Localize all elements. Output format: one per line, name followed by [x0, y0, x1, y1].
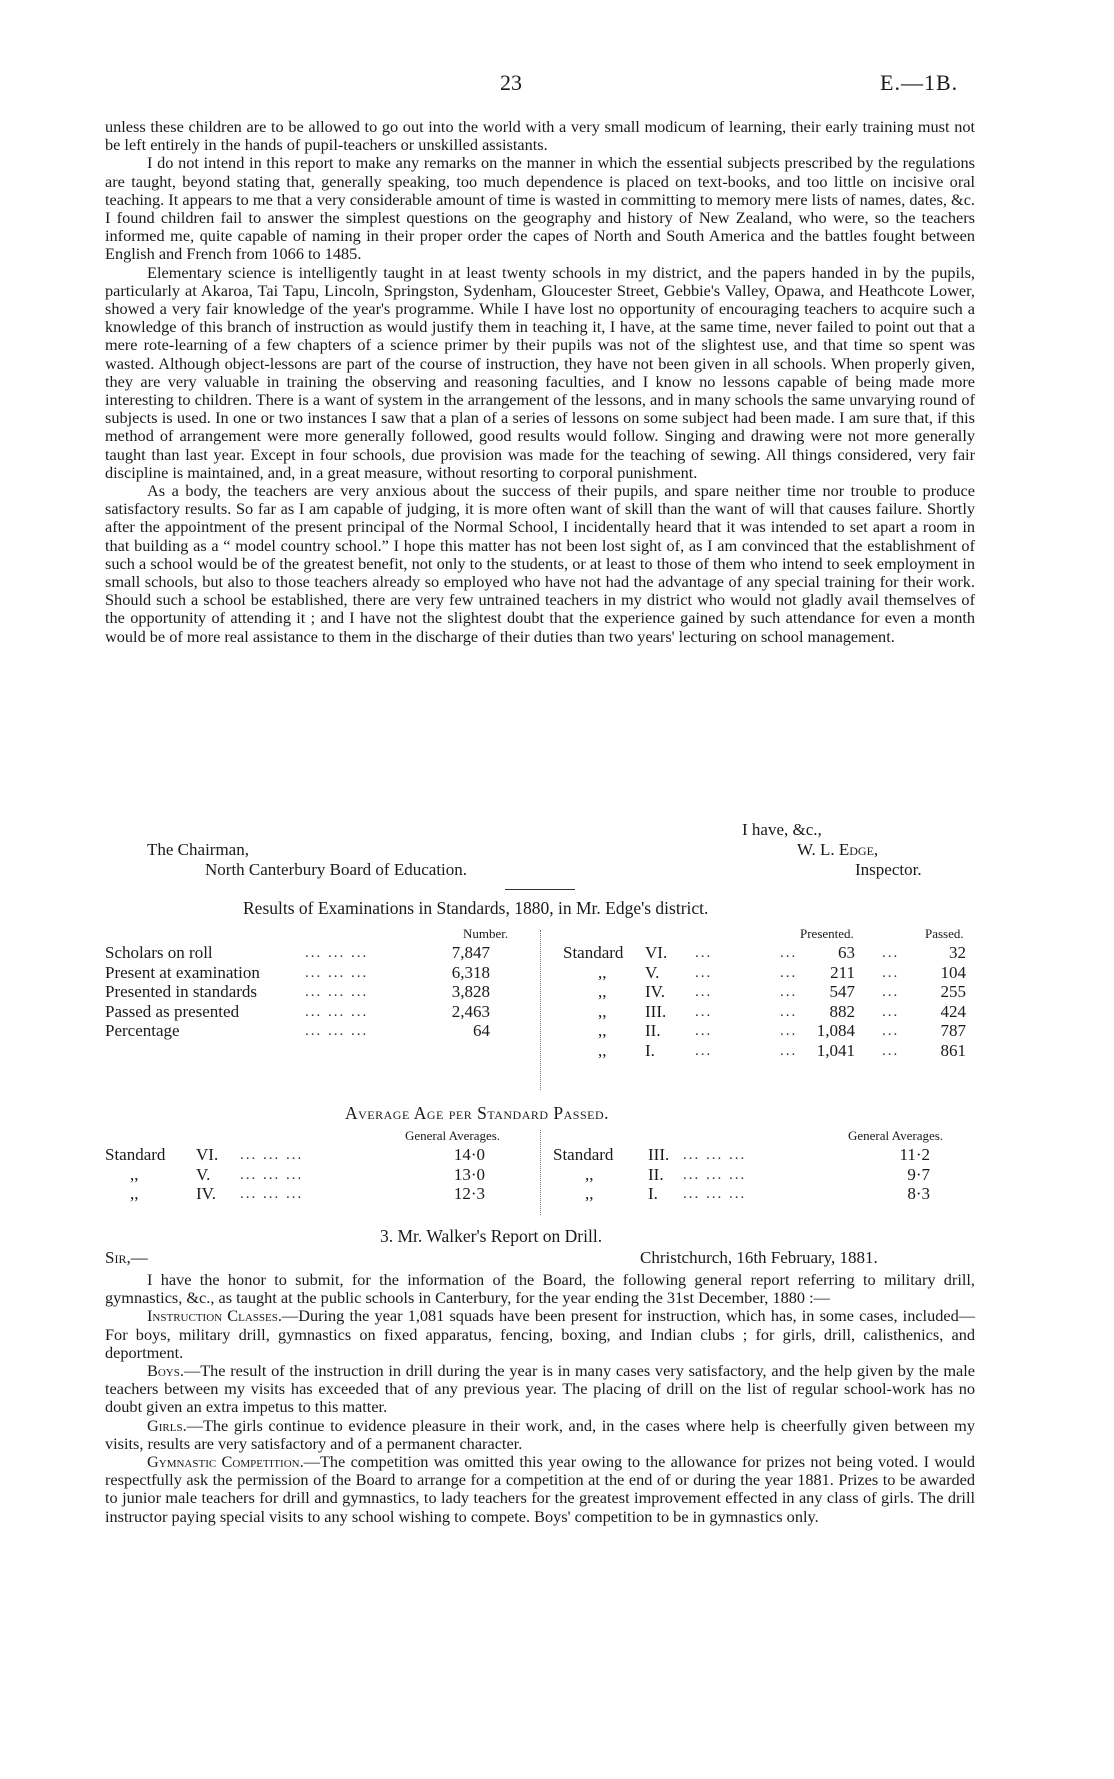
- table-divider: [540, 1130, 541, 1215]
- standard-prefix: ,,: [598, 962, 607, 982]
- passed-value: 32: [949, 943, 966, 962]
- section-head: Girls.: [147, 1415, 187, 1435]
- passed-value: 424: [940, 1001, 966, 1021]
- standard-prefix: Standard: [563, 943, 624, 962]
- standard-prefix: ,,: [598, 1021, 607, 1040]
- standard-prefix: Standard: [105, 1145, 166, 1164]
- average-value: 12·3: [453, 1184, 485, 1203]
- addressee-line-2: North Canterbury Board of Education.: [205, 860, 468, 879]
- leader-dots: ...: [695, 964, 713, 981]
- intro-paragraph: I have the honor to submit, for the information of the Board, the following general report referring to military drill, gymnastics, &c., as taught at the public schools in Canterbury, for the year ending the 31st December, 1880 :—: [105, 1270, 975, 1308]
- section-head: Instruction Classes.: [147, 1306, 282, 1326]
- standard-label: II.: [645, 1021, 661, 1040]
- standard-prefix: ,,: [585, 1164, 594, 1184]
- leader-dots: ...: [780, 1023, 798, 1039]
- passed-column-header: Passed.: [925, 926, 964, 941]
- edge-report-body: [105, 118, 975, 646]
- passed-value: 255: [940, 982, 966, 1001]
- presented-value: 211: [830, 962, 855, 982]
- row-label: Scholars on roll: [105, 943, 213, 962]
- row-label: Passed as presented: [105, 1001, 240, 1021]
- presented-value: 547: [829, 982, 855, 1001]
- presented-column-header: Presented.: [800, 926, 854, 941]
- results-table-title: Results of Examinations in Standards, 1880, in Mr. Edge's district.: [243, 898, 709, 918]
- section-head: Gymnastic Competition.: [147, 1452, 304, 1472]
- inspector-title: Inspector.: [855, 860, 922, 879]
- standard-label: VI.: [645, 943, 668, 962]
- right-averages-header: General Averages.: [848, 1128, 944, 1143]
- standard-prefix: ,,: [598, 1001, 607, 1021]
- dateline: Christchurch, 16th February, 1881.: [640, 1248, 878, 1267]
- passed-value: 861: [940, 1040, 966, 1060]
- standard-label: IV.: [196, 1184, 216, 1203]
- leader-dots: ... ... ...: [305, 964, 369, 981]
- document-reference: E.—1B.: [880, 70, 959, 95]
- leader-dots: ...: [882, 945, 900, 961]
- left-averages-header: General Averages.: [405, 1128, 501, 1143]
- row-value: 64: [473, 1021, 490, 1040]
- drill-report-heading-text: 3. Mr. Walker's Report on Drill.: [380, 1226, 603, 1246]
- presented-value: 1,084: [816, 1021, 855, 1040]
- leader-dots: ...: [882, 984, 900, 1000]
- drill-report-body: [105, 1271, 975, 1526]
- standard-prefix: ,,: [585, 1184, 594, 1203]
- age-table-title: Average Age per Standard Passed.: [345, 1103, 610, 1123]
- section-head: Boys.: [147, 1361, 184, 1381]
- row-value: 7,847: [451, 943, 490, 962]
- leader-dots: ...: [695, 1003, 713, 1020]
- salutation: Sir,—: [105, 1248, 148, 1267]
- leader-dots: ...: [695, 984, 713, 1000]
- standard-prefix: ,,: [130, 1184, 139, 1203]
- row-value: 6,318: [451, 962, 490, 982]
- standard-prefix: ,,: [130, 1164, 139, 1184]
- passed-value: 787: [940, 1021, 966, 1040]
- leader-dots: ... ... ...: [305, 1023, 369, 1039]
- leader-dots: ... ... ...: [240, 1186, 304, 1202]
- standard-label: IV.: [645, 982, 665, 1001]
- leader-dots: ...: [695, 1042, 713, 1059]
- row-label: Percentage: [105, 1021, 180, 1040]
- addressee-line-1: The Chairman,: [147, 840, 249, 859]
- standard-label: I.: [648, 1184, 658, 1203]
- row-label: Presented in standards: [105, 982, 258, 1001]
- signature: W. L. Edge,: [797, 840, 879, 859]
- passed-value: 104: [940, 962, 966, 982]
- section-text: —The girls continue to evidence pleasure in their work, and, in the cases where help is cheerfully given between my visits, results are very satisfactory and of a permanent character.: [105, 1415, 975, 1453]
- page-number: 23: [500, 70, 522, 95]
- row-label: Present at examination: [105, 962, 260, 982]
- average-value: 14·0: [453, 1145, 485, 1164]
- standard-label: II.: [648, 1164, 664, 1184]
- leader-dots: ... ... ...: [305, 945, 369, 961]
- table-divider: [540, 930, 541, 1090]
- presented-value: 63: [838, 943, 855, 962]
- leader-dots: ...: [695, 1023, 713, 1039]
- standard-prefix: ,,: [598, 1040, 607, 1060]
- standard-label: V.: [645, 962, 660, 982]
- section-paragraph: [105, 1453, 975, 1526]
- leader-dots: ... ... ...: [305, 984, 369, 1000]
- average-value: 13·0: [453, 1164, 485, 1184]
- standard-label: III.: [648, 1145, 670, 1164]
- row-value: 3,828: [451, 982, 490, 1001]
- section-text: —The result of the instruction in drill during the year is in many cases very satisfactory, and the help given by the male teachers between my visits has exceeded that of any previous year. The placing of drill on the list of regular school-work has no doubt given an extra impetus to this matter.: [105, 1361, 975, 1417]
- divider-rule: [505, 889, 575, 890]
- standard-label: III.: [645, 1001, 667, 1021]
- section-text: —During the year 1,081 squads have been present for instruction, which has, in some cases, included—For boys, military drill, gymnastics on fixed apparatus, fencing, boxing, and Indian clubs ; for girls, drill, calisthenics, and deportment.: [105, 1306, 976, 1362]
- leader-dots: ...: [882, 964, 900, 981]
- average-value: 8·3: [907, 1184, 930, 1203]
- leader-dots: ... ... ...: [683, 1166, 747, 1183]
- average-value: 11·2: [899, 1145, 930, 1164]
- section-paragraph: [105, 1417, 975, 1453]
- leader-dots: ...: [780, 964, 798, 981]
- leader-dots: ...: [882, 1003, 900, 1020]
- leader-dots: ... ... ...: [240, 1147, 304, 1163]
- standard-label: I.: [645, 1040, 655, 1060]
- leader-dots: ... ... ...: [305, 1003, 369, 1020]
- leader-dots: ... ... ...: [683, 1147, 747, 1163]
- number-column-header: Number.: [463, 926, 509, 941]
- standard-prefix: Standard: [553, 1145, 614, 1164]
- standard-label: V.: [196, 1164, 211, 1184]
- section-paragraph: [105, 1362, 975, 1417]
- leader-dots: ...: [780, 1042, 798, 1059]
- leader-dots: ...: [780, 1003, 798, 1020]
- section-paragraph: [105, 1307, 975, 1362]
- closing-line: I have, &c.,: [742, 820, 822, 839]
- average-value: 9·7: [907, 1164, 930, 1184]
- leader-dots: ...: [882, 1042, 900, 1059]
- presented-value: 882: [829, 1001, 855, 1021]
- paragraph: I do not intend in this report to make any remarks on the manner in which the essential subjects prescribed by the regulations are taught, beyond stating that, generally speaking, too much dependence is placed on text-books, and too little on incisive oral teaching. It appears to me that a very considerable amount of time is wasted in committing to memory mere lists of names, dates, &c. I found children fail to answer the simplest questions on the geography and history of New Zealand, who were, so the teachers informed me, quite capable of naming in their proper order the capes of North and South America and the battles fought between English and French from 1066 to 1485.: [105, 153, 975, 264]
- standard-prefix: ,,: [598, 982, 607, 1001]
- standard-label: VI.: [196, 1145, 219, 1164]
- paragraph: Elementary science is intelligently taught in at least twenty schools in my district, and the papers handed in by the pupils, particularly at Akaroa, Tai Tapu, Lincoln, Springston, Sydenham, Gloucester Street, Gebbie's Valley, Opawa, and Heathcote Lower, showed a very fair knowledge of the year's programme. While I have lost no opportunity of encouraging teachers to acquire such a knowledge of this branch of instruction as would justify them in teaching it, I have, at the same time, never failed to point out that a mere rote-learning of a few chapters of a science primer by their pupils was not of the slightest use, and that time so spent was wasted. Although object-lessons are part of the course of instruction, they have not been given in all schools. When properly given, they are very valuable in training the observing and reasoning faculties, and I know no lessons capable of being made more interesting to children. There is a want of system in the arrangement of the lessons, and in many schools the same unvarying round of subjects is used. In one or two instances I saw that a plan of a series of lessons on some subject had been made. I am sure that, if this method of arrangement were more generally followed, good results would follow. Singing and drawing were not more generally taught than last year. Except in four schools, due provision was made for the teaching of sewing. All things considered, very fair discipline is maintained, and, in a great measure, without resorting to corporal punishment.: [105, 262, 975, 482]
- paragraph: unless these children are to be allowed to go out into the world with a very small modicum of learning, their early training must not be left entirely in the hands of pupil-teachers or unskilled assistants.: [105, 117, 975, 155]
- leader-dots: ...: [780, 984, 798, 1000]
- page-header: [0, 70, 1114, 100]
- leader-dots: ...: [882, 1023, 900, 1039]
- section-text: —The competition was omitted this year owing to the allowance for prizes not being voted. I would respectfully ask the permission of the Board to arrange for a competition at the end of or during the year 1881. Prizes to be awarded to junior male teachers for drill and gymnastics, to lady teachers for the greatest improvement effected in any class of girls. The drill instructor paying special visits to any school wishing to compete. Boys' competition to be in gymnastics only.: [105, 1452, 976, 1526]
- paragraph: As a body, the teachers are very anxious about the success of their pupils, and spare neither time nor trouble to produce satisfactory results. So far as I am capable of judging, it is more often want of skill than the want of will that causes failure. Shortly after the appointment of the present principal of the Normal School, I incidentally heard that it was intended to set apart a room in that building as a “ model country school.” I hope this matter has not been lost sight of, as I am convinced that the establishment of such a school would be of the greatest benefit, not only to the students, or at least to those of them who intend to seek employment in small schools, but also to those teachers already so employed who have not had the advantage of any special training for their work. Should such a school be established, there are very few untrained teachers in my district who would not gladly avail themselves of the opportunity of attending it ; and I have not the slightest doubt that the experience gained by such attendance for even a month would be of more real assistance to them in the discharge of their duties than two years' lecturing on school management.: [105, 481, 975, 646]
- leader-dots: ...: [780, 945, 798, 961]
- leader-dots: ... ... ...: [240, 1166, 304, 1183]
- leader-dots: ... ... ...: [683, 1186, 747, 1202]
- leader-dots: ...: [695, 945, 713, 961]
- presented-value: 1,041: [816, 1040, 855, 1060]
- drill-report-heading: [380, 1226, 602, 1247]
- row-value: 2,463: [451, 1001, 490, 1021]
